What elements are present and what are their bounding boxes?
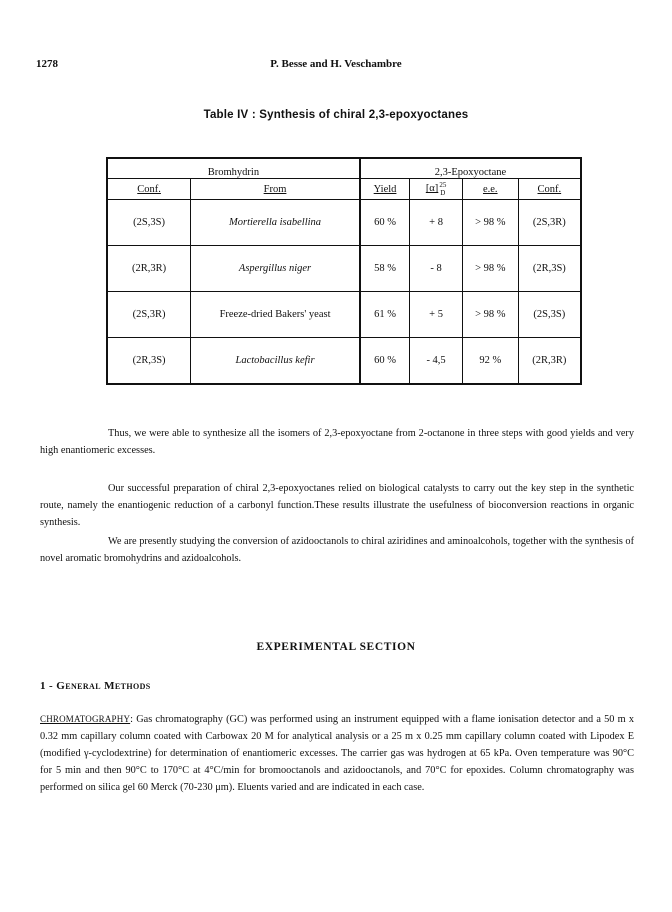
cell-conf: (2R,3S) [107, 338, 191, 385]
cell-yield: 58 % [360, 246, 410, 292]
cell-ee: > 98 % [462, 246, 518, 292]
cell-conf: (2S,3R) [107, 292, 191, 338]
cell-conf2: (2S,3R) [518, 200, 581, 246]
col-header-ee: e.e. [462, 179, 518, 200]
chromatography-label: CHROMATOGRAPHY [40, 714, 131, 724]
paragraph-conclusion: Our successful preparation of chiral 2,3-epoxyoctanes relied on biological catalysts to carry out the key step in the synthetic route, namely the enantiogenic reduction of a carbonyl function.These results illustrate the usefulness of bioconversion reactions in organic synthesis. [40, 483, 634, 528]
cell-conf: (2S,3S) [107, 200, 191, 246]
cell-yield: 60 % [360, 200, 410, 246]
cell-from: Mortierella isabellina [191, 200, 360, 246]
paragraph-outlook: We are presently studying the conversion of azidooctanols to chiral aziridines and aminoalcohols, together with the synthesis of novel aromatic bromohydrins and azidoalcohols. [40, 536, 634, 564]
cell-yield: 61 % [360, 292, 410, 338]
cell-from: Freeze-dried Bakers' yeast [191, 292, 360, 338]
group-header-epoxyoctane: 2,3-Epoxyoctane [360, 158, 581, 179]
section-title: EXPERIMENTAL SECTION [256, 641, 416, 653]
cell-conf: (2R,3R) [107, 246, 191, 292]
page-number: 1278 [36, 58, 58, 70]
col-header-alpha: [α] 25 D [410, 179, 463, 200]
cell-alpha: - 8 [410, 246, 463, 292]
cell-ee: > 98 % [462, 292, 518, 338]
cell-conf2: (2R,3S) [518, 246, 581, 292]
cell-conf2: (2R,3R) [518, 338, 581, 385]
col-header-from: From [191, 179, 360, 200]
cell-conf2: (2S,3S) [518, 292, 581, 338]
running-header-authors: P. Besse and H. Veschambre [270, 58, 402, 70]
cell-alpha: + 5 [410, 292, 463, 338]
group-header-bromhydrin: Bromhydrin [107, 158, 360, 179]
paragraph-chromatography [40, 711, 634, 796]
chromatography-text: : Gas chromatography (GC) was performed using an instrument equipped with a flame ionisation detector and a 50 m x 0.32 mm capillary column coated with Carbowax 20 M for analytical analysis or a 25 m x 0.25 mm capillary column coated with Lipodex E (modified γ-cyclodextrine) for determination of enantiomeric excesses. The carrier gas was hydrogen at 65 kPa. Oven temperature was 90°C for 5 min and then 90°C to 170°C at 4°C/min for bromooctanols and azidooctanols, and 70°C for epoxides. Column chromatography was performed on silica gel 60 Merck (70-230 μm). Eluents varied and are indicated in each case. [40, 714, 634, 793]
subsection-title: 1 - General Methods [40, 680, 151, 692]
cell-alpha: + 8 [410, 200, 463, 246]
cell-from: Aspergillus niger [191, 246, 360, 292]
cell-yield: 60 % [360, 338, 410, 385]
col-header-conf: Conf. [107, 179, 191, 200]
cell-ee: 92 % [462, 338, 518, 385]
table-title: Table IV : Synthesis of chiral 2,3-epoxyoctanes [203, 109, 469, 121]
cell-from: Lactobacillus kefir [191, 338, 360, 385]
epoxyoctane-table [106, 157, 582, 385]
cell-ee: > 98 % [462, 200, 518, 246]
paragraph-summary: Thus, we were able to synthesize all the isomers of 2,3-epoxyoctane from 2-octanone in three steps with good yields and very high enantiomeric excesses. [40, 428, 634, 456]
cell-alpha: - 4,5 [410, 338, 463, 385]
col-header-conf2: Conf. [518, 179, 581, 200]
col-header-yield: Yield [360, 179, 410, 200]
